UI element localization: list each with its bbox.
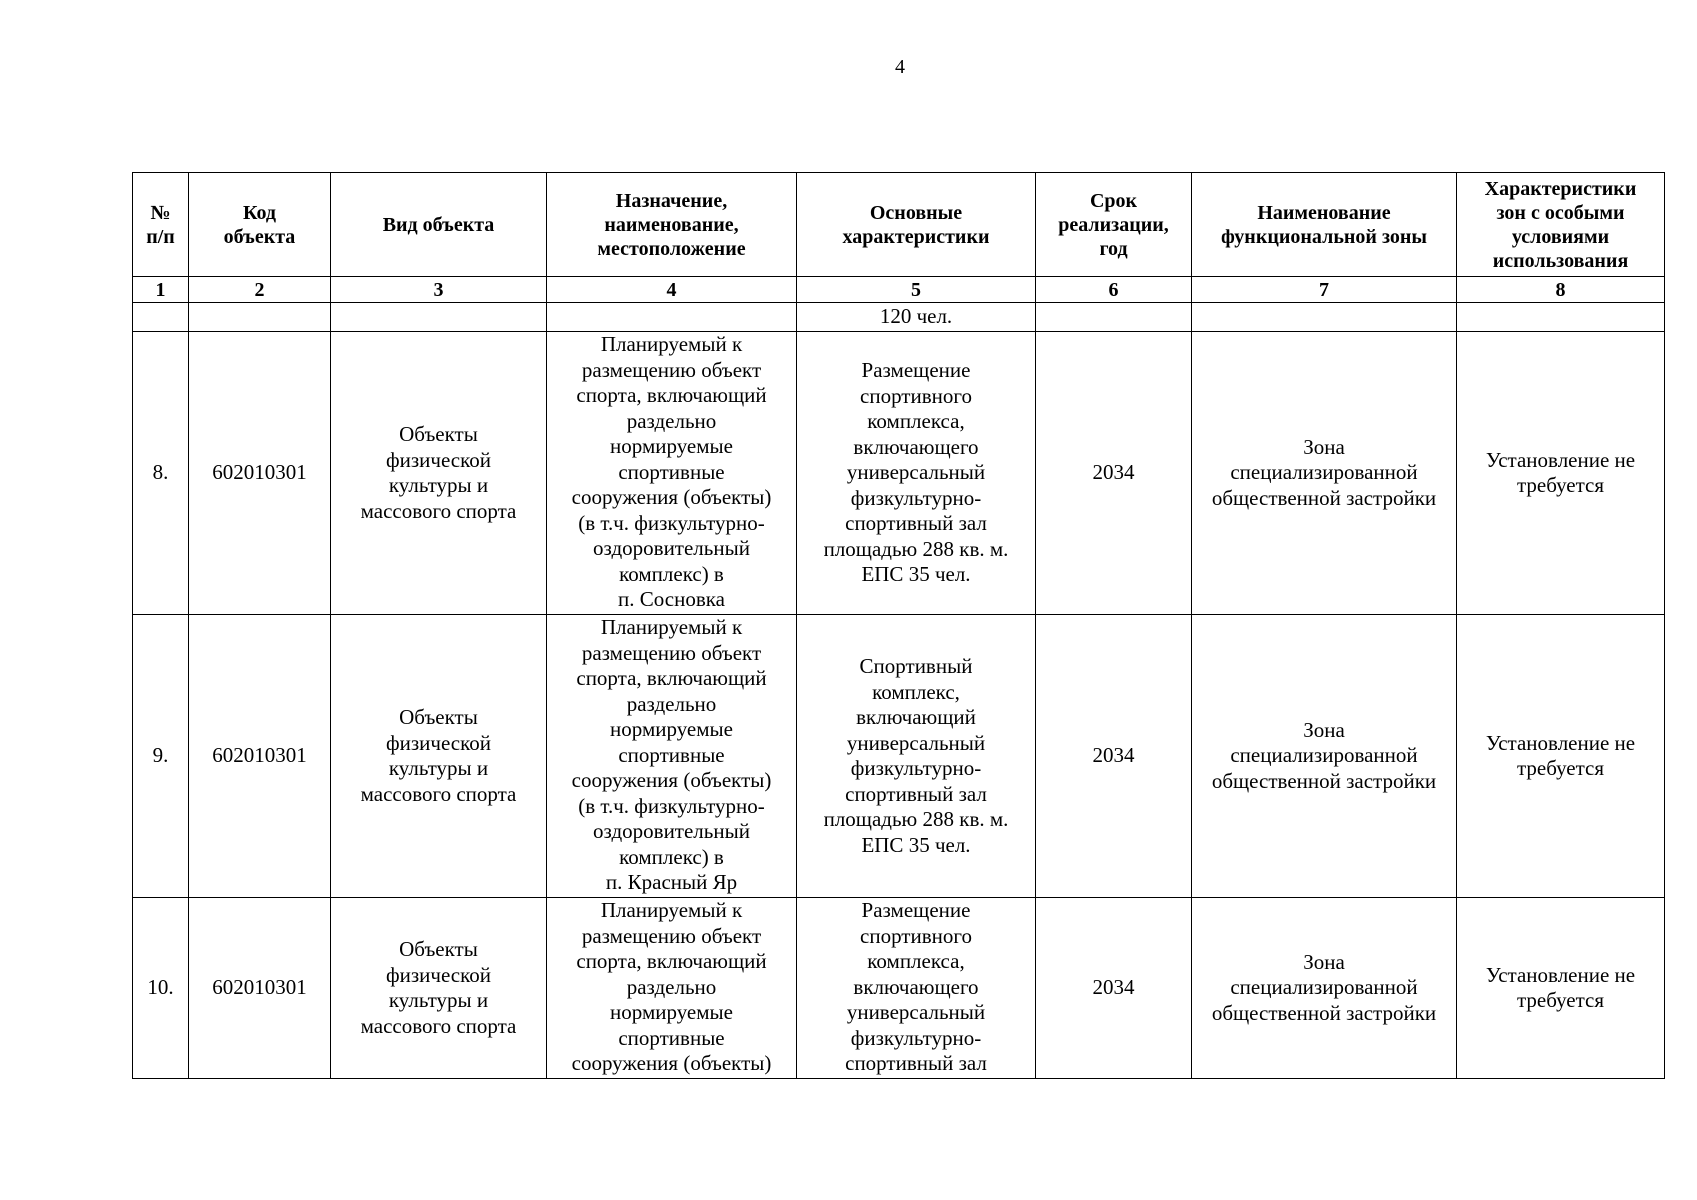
cell-number: 8. [133,332,189,615]
cell-type: Объекты физической культуры и массового спорта [331,898,547,1079]
cell-empty [189,303,331,332]
page-number: 4 [895,56,905,78]
cell-empty [547,303,797,332]
cell-purpose: Планируемый к размещению объект спорта, включающий раздельно нормируемые спортивные сооружения (объекты) (в т.ч. физкультурно- оздоровительный комплекс) в п. Красный Яр [547,615,797,898]
cell-empty [133,303,189,332]
cell-purpose: Планируемый к размещению объект спорта, включающий раздельно нормируемые спортивные сооружения (объекты) [547,898,797,1079]
cell-number: 10. [133,898,189,1079]
header-number: № п/п [133,173,189,277]
cell-characteristics: 120 чел. [797,303,1036,332]
cell-zone: Зона специализированной общественной застройки [1192,615,1457,898]
objects-table [132,172,1665,1079]
cell-year: 2034 [1036,332,1192,615]
cell-year: 2034 [1036,898,1192,1079]
column-number: 3 [331,277,547,303]
cell-purpose: Планируемый к размещению объект спорта, включающий раздельно нормируемые спортивные сооружения (объекты) (в т.ч. физкультурно- оздоровительный комплекс) в п. Сосновка [547,332,797,615]
header-year: Срок реализации, год [1036,173,1192,277]
table-row [133,615,1665,898]
header-functional-zone: Наименование функциональной зоны [1192,173,1457,277]
cell-code: 602010301 [189,615,331,898]
cell-empty [1036,303,1192,332]
header-purpose: Назначение, наименование, местоположение [547,173,797,277]
column-number: 8 [1457,277,1665,303]
cell-special-zones: Установление не требуется [1457,898,1665,1079]
header-special-zones: Характеристики зон с особыми условиями использования [1457,173,1665,277]
cell-type: Объекты физической культуры и массового спорта [331,332,547,615]
cell-code: 602010301 [189,898,331,1079]
cell-number: 9. [133,615,189,898]
cell-code: 602010301 [189,332,331,615]
header-object-code: Код объекта [189,173,331,277]
column-number: 7 [1192,277,1457,303]
cell-zone: Зона специализированной общественной застройки [1192,332,1457,615]
cell-year: 2034 [1036,615,1192,898]
table-row [133,898,1665,1079]
header-characteristics: Основные характеристики [797,173,1036,277]
column-numbers-row [133,277,1665,303]
column-number: 1 [133,277,189,303]
cell-empty [331,303,547,332]
cell-special-zones: Установление не требуется [1457,332,1665,615]
cell-special-zones: Установление не требуется [1457,615,1665,898]
cell-zone: Зона специализированной общественной застройки [1192,898,1457,1079]
cell-characteristics: Размещение спортивного комплекса, включающего универсальный физкультурно- спортивный зал [797,898,1036,1079]
continuation-row [133,303,1665,332]
column-number: 6 [1036,277,1192,303]
column-number: 2 [189,277,331,303]
column-number: 4 [547,277,797,303]
cell-empty [1192,303,1457,332]
cell-characteristics: Размещение спортивного комплекса, включающего универсальный физкультурно- спортивный зал площадью 288 кв. м. ЕПС 35 чел. [797,332,1036,615]
table-header-row [133,173,1665,277]
header-object-type: Вид объекта [331,173,547,277]
cell-type: Объекты физической культуры и массового спорта [331,615,547,898]
table-row [133,332,1665,615]
cell-characteristics: Спортивный комплекс, включающий универсальный физкультурно- спортивный зал площадью 288 кв. м. ЕПС 35 чел. [797,615,1036,898]
column-number: 5 [797,277,1036,303]
cell-empty [1457,303,1665,332]
